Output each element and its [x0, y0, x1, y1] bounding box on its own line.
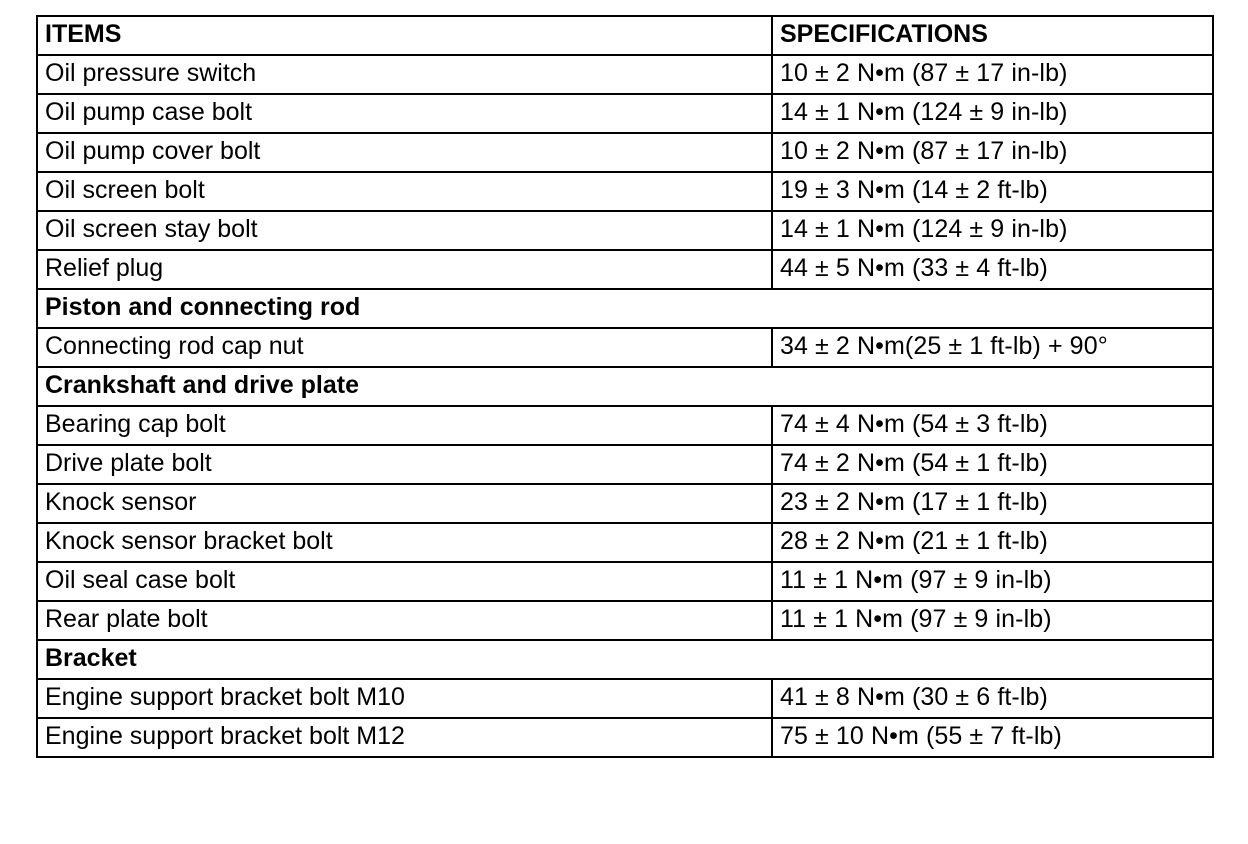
spec-cell: 14 ± 1 N•m (124 ± 9 in-lb) [772, 94, 1213, 133]
table-row [37, 445, 1213, 484]
table-row [37, 406, 1213, 445]
table-row [37, 562, 1213, 601]
header-items: ITEMS [37, 16, 772, 55]
table-row [37, 55, 1213, 94]
spec-cell: 10 ± 2 N•m (87 ± 17 in-lb) [772, 55, 1213, 94]
item-cell: Knock sensor bracket bolt [37, 523, 772, 562]
table-row [37, 679, 1213, 718]
table-header-row [37, 16, 1213, 55]
item-cell: Engine support bracket bolt M10 [37, 679, 772, 718]
item-cell: Rear plate bolt [37, 601, 772, 640]
item-cell: Oil pump case bolt [37, 94, 772, 133]
section-heading: Bracket [37, 640, 1213, 679]
item-cell: Oil pump cover bolt [37, 133, 772, 172]
item-cell: Oil screen bolt [37, 172, 772, 211]
table-body [37, 55, 1213, 757]
table-row [37, 250, 1213, 289]
section-row [37, 289, 1213, 328]
spec-cell: 74 ± 4 N•m (54 ± 3 ft-lb) [772, 406, 1213, 445]
header-specifications: SPECIFICATIONS [772, 16, 1213, 55]
table-row [37, 484, 1213, 523]
spec-cell: 14 ± 1 N•m (124 ± 9 in-lb) [772, 211, 1213, 250]
spec-cell: 10 ± 2 N•m (87 ± 17 in-lb) [772, 133, 1213, 172]
table-row [37, 133, 1213, 172]
section-row [37, 640, 1213, 679]
table-row [37, 172, 1213, 211]
spec-cell: 41 ± 8 N•m (30 ± 6 ft-lb) [772, 679, 1213, 718]
item-cell: Oil screen stay bolt [37, 211, 772, 250]
item-cell: Connecting rod cap nut [37, 328, 772, 367]
table-row [37, 718, 1213, 757]
table-row [37, 211, 1213, 250]
item-cell: Oil seal case bolt [37, 562, 772, 601]
item-cell: Relief plug [37, 250, 772, 289]
item-cell: Oil pressure switch [37, 55, 772, 94]
spec-cell: 23 ± 2 N•m (17 ± 1 ft-lb) [772, 484, 1213, 523]
section-heading: Crankshaft and drive plate [37, 367, 1213, 406]
spec-cell: 44 ± 5 N•m (33 ± 4 ft-lb) [772, 250, 1213, 289]
item-cell: Knock sensor [37, 484, 772, 523]
spec-cell: 11 ± 1 N•m (97 ± 9 in-lb) [772, 601, 1213, 640]
table-row [37, 523, 1213, 562]
spec-cell: 28 ± 2 N•m (21 ± 1 ft-lb) [772, 523, 1213, 562]
spec-cell: 19 ± 3 N•m (14 ± 2 ft-lb) [772, 172, 1213, 211]
torque-spec-table [36, 15, 1214, 758]
item-cell: Bearing cap bolt [37, 406, 772, 445]
item-cell: Engine support bracket bolt M12 [37, 718, 772, 757]
spec-cell: 34 ± 2 N•m(25 ± 1 ft-lb) + 90° [772, 328, 1213, 367]
table-row [37, 94, 1213, 133]
spec-cell: 74 ± 2 N•m (54 ± 1 ft-lb) [772, 445, 1213, 484]
table-row [37, 328, 1213, 367]
table-row [37, 601, 1213, 640]
spec-cell: 75 ± 10 N•m (55 ± 7 ft-lb) [772, 718, 1213, 757]
spec-cell: 11 ± 1 N•m (97 ± 9 in-lb) [772, 562, 1213, 601]
item-cell: Drive plate bolt [37, 445, 772, 484]
section-row [37, 367, 1213, 406]
section-heading: Piston and connecting rod [37, 289, 1213, 328]
